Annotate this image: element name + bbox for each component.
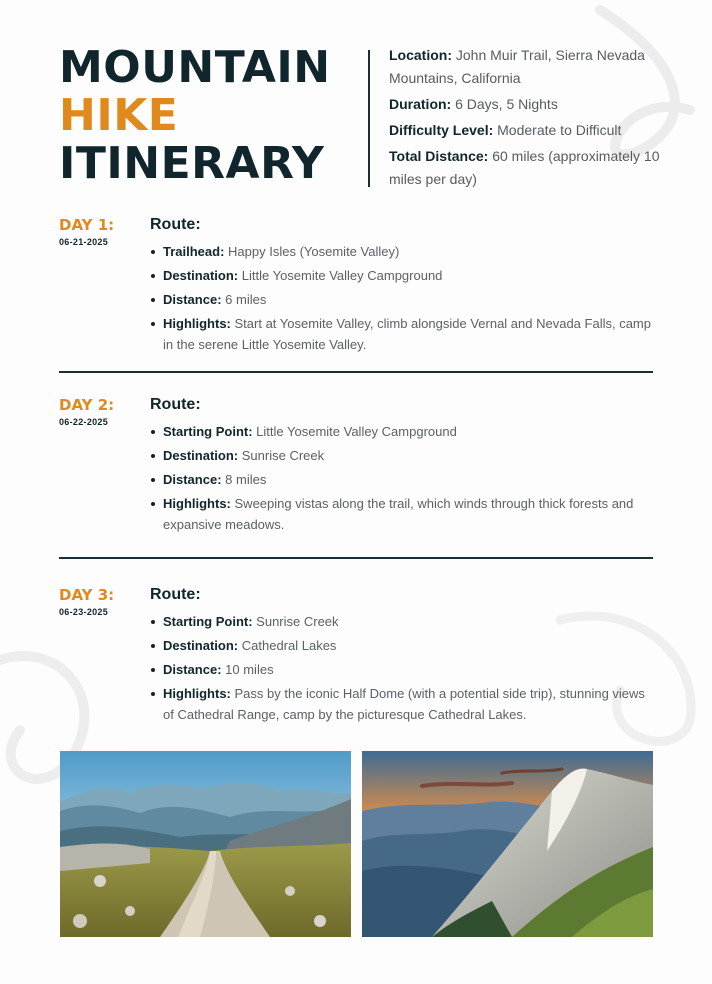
route-details [150, 421, 655, 538]
trip-info [389, 44, 679, 194]
route-item: Highlights: Pass by the iconic Half Dome (with a potential side trip), stunning views of Cathedral Range, camp by the picturesque Cathedral Lakes. [150, 683, 655, 725]
route-item: Destination: Little Yosemite Valley Campground [150, 265, 655, 286]
section-divider [59, 371, 653, 373]
route-details [150, 241, 655, 358]
route-item: Highlights: Start at Yosemite Valley, climb alongside Vernal and Nevada Falls, camp in the serene Little Yosemite Valley. [150, 313, 655, 355]
day-number: DAY 1: [59, 216, 115, 234]
title-line-hike: HIKE [59, 90, 179, 141]
route-item: Starting Point: Sunrise Creek [150, 611, 655, 632]
route-heading: Route: [150, 396, 201, 413]
title-line-mountain: MOUNTAIN [59, 42, 331, 93]
route-item: Starting Point: Little Yosemite Valley Campground [150, 421, 655, 442]
info-total-distance: Total Distance: 60 miles (approximately 10 miles per day) [389, 148, 660, 187]
info-difficulty: Difficulty Level: Moderate to Difficult [389, 122, 622, 138]
day-date: 06-22-2025 [59, 417, 109, 427]
route-heading: Route: [150, 216, 201, 233]
day-label [59, 396, 114, 427]
route-item: Destination: Cathedral Lakes [150, 635, 655, 656]
route-item: Distance: 10 miles [150, 659, 655, 680]
route-item: Highlights: Sweeping vistas along the trail, which winds through thick forests and expansive meadows. [150, 493, 655, 535]
day-date: 06-23-2025 [59, 607, 109, 617]
page-title [59, 44, 331, 188]
mountain-trail-photo [60, 751, 351, 937]
info-location: Location: John Muir Trail, Sierra Nevada Mountains, California [389, 47, 645, 86]
route-item: Trailhead: Happy Isles (Yosemite Valley) [150, 241, 655, 262]
route-item: Distance: 6 miles [150, 289, 655, 310]
day-label [59, 216, 114, 247]
day-number: DAY 3: [59, 586, 115, 604]
section-divider [59, 557, 653, 559]
mountain-sunset-photo [362, 751, 653, 937]
header-divider [368, 50, 370, 187]
day-label [59, 586, 114, 617]
day-number: DAY 2: [59, 396, 115, 414]
info-duration: Duration: 6 Days, 5 Nights [389, 96, 558, 112]
route-heading: Route: [150, 586, 201, 603]
route-item: Destination: Sunrise Creek [150, 445, 655, 466]
title-line-itinerary: ITINERARY [59, 138, 325, 189]
route-item: Distance: 8 miles [150, 469, 655, 490]
route-details [150, 611, 655, 728]
day-date: 06-21-2025 [59, 237, 109, 247]
